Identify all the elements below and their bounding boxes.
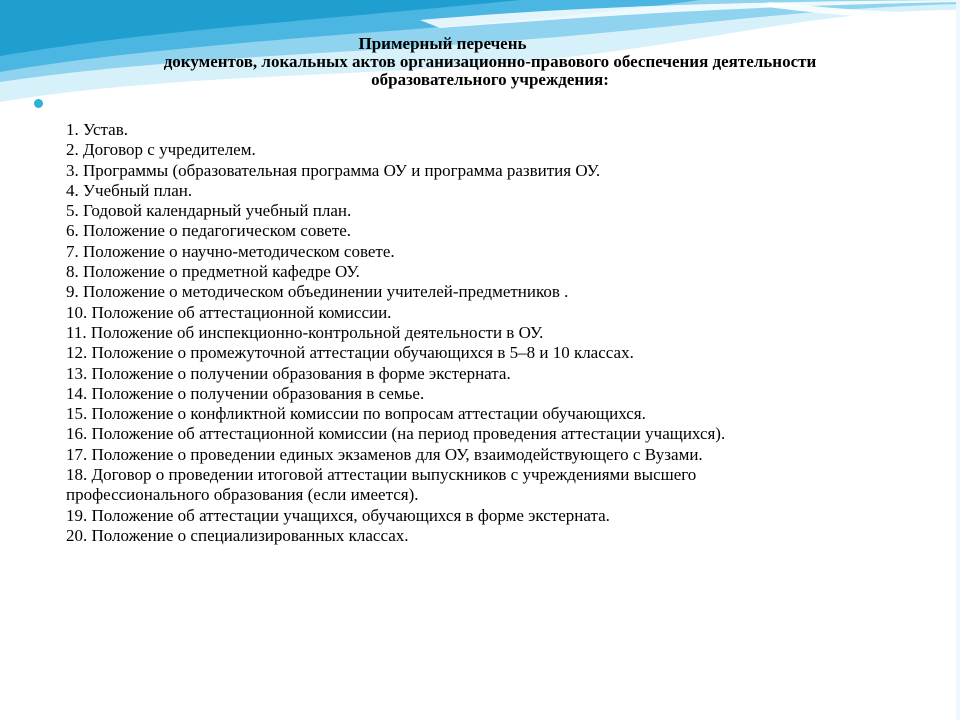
list-item: 20. Положение о специализированных классах.	[66, 525, 409, 545]
list-item: 3. Программы (образовательная программа ОУ и программа развития ОУ.	[66, 160, 601, 180]
list-item: 12. Положение о промежуточной аттестации обучающихся в 5–8 и 10 классах.	[66, 343, 634, 363]
list-item: 8. Положение о предметной кафедре ОУ.	[66, 262, 360, 282]
list-item: профессионального образования (если имеется).	[66, 485, 419, 505]
title-line-1: Примерный перечень	[358, 34, 527, 53]
list-item: 13. Положение о получении образования в форме экстерната.	[66, 363, 511, 383]
list-item: 10. Положение об аттестационной комиссии.	[66, 302, 392, 322]
list-item: 5. Годовой календарный учебный план.	[66, 201, 352, 221]
list-item: 11. Положение об инспекционно-контрольной деятельности в ОУ.	[66, 322, 544, 342]
list-item: 19. Положение об аттестации учащихся, обучающихся в форме экстерната.	[66, 505, 610, 525]
list-item: 7. Положение о научно-методическом совете.	[66, 241, 395, 261]
title-line-3: образовательного учреждения:	[371, 70, 609, 89]
list-item: 9. Положение о методическом объединении учителей-предметников .	[66, 282, 569, 302]
list-item: 2. Договор с учредителем.	[66, 140, 256, 160]
bullet-icon	[34, 99, 43, 108]
list-item: 15. Положение о конфликтной комиссии по вопросам аттестации обучающихся.	[66, 404, 646, 424]
list-item: 1. Устав.	[66, 120, 128, 139]
list-item: 18. Договор о проведении итоговой аттестации выпускников с учреждениями высшего	[66, 465, 697, 485]
list-item: 16. Положение об аттестационной комиссии (на период проведения аттестации учащихся).	[66, 424, 726, 444]
list-item: 4. Учебный план.	[66, 180, 193, 200]
list-item: 6. Положение о педагогическом совете.	[66, 221, 352, 241]
list-item: 14. Положение о получении образования в семье.	[66, 383, 425, 403]
list-item: 17. Положение о проведении единых экзаменов для ОУ, взаимодействующего с Вузами.	[66, 444, 703, 464]
title-line-2: документов, локальных актов организационно-правового обеспечения деятельности	[163, 52, 817, 71]
page-title	[60, 35, 920, 89]
document-list	[66, 120, 916, 546]
